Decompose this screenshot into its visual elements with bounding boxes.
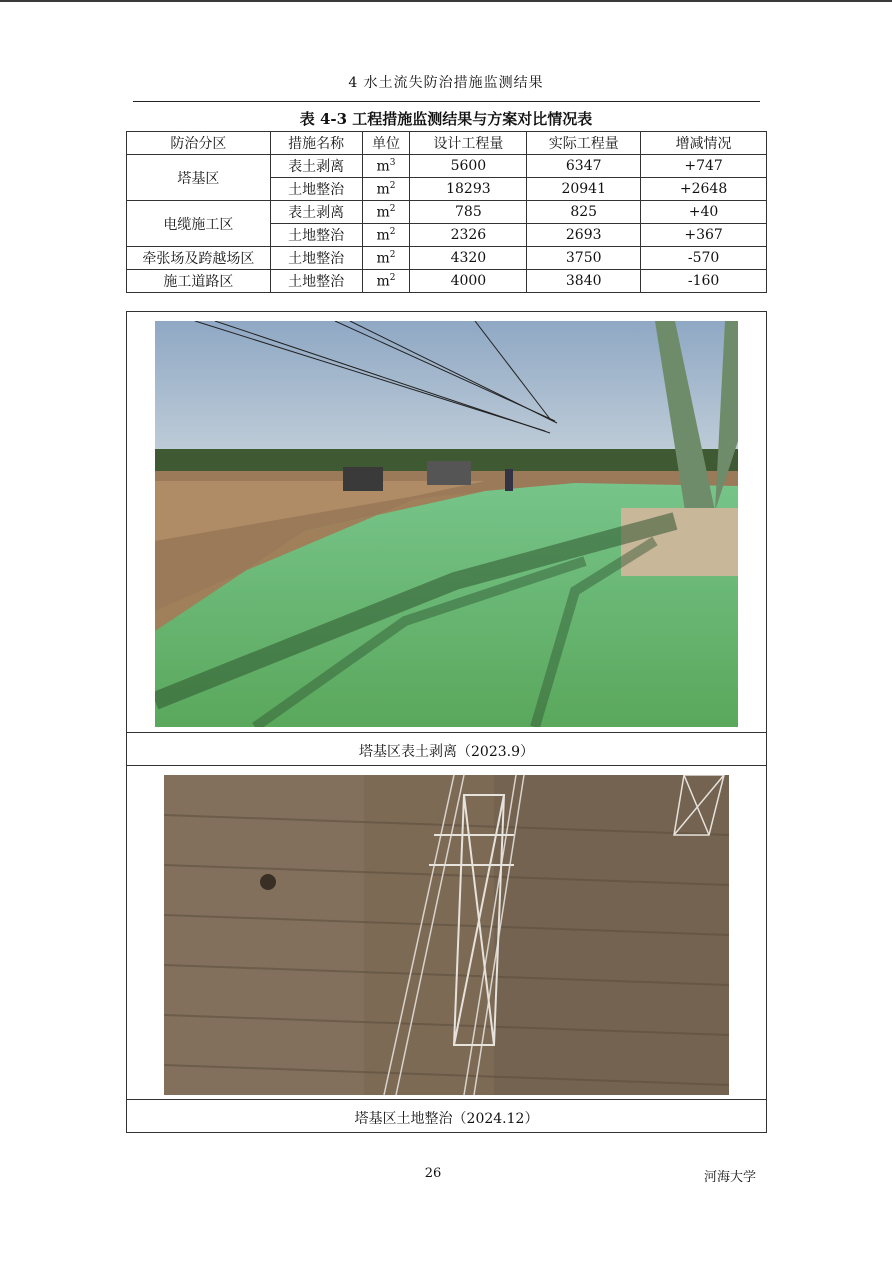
running-header: 4 水土流失防治措施监测结果 [348,75,544,91]
measure-cell: 土地整治 [270,178,362,201]
page-number: 26 [424,1166,442,1181]
design-cell: 4000 [410,270,527,293]
change-cell: +2648 [641,178,767,201]
design-cell: 785 [410,201,527,224]
design-cell: 4320 [410,247,527,270]
photo-caption: 塔基区表土剥离（2023.9） [359,744,534,760]
column-header: 措施名称 [270,132,362,155]
unit-cell: $m^2$ [362,270,410,293]
design-cell: 18293 [410,178,527,201]
table-row [127,155,767,178]
change-cell: +40 [641,201,767,224]
table-header-row [127,132,767,155]
measure-cell: 土地整治 [270,247,362,270]
measure-cell: 土地整治 [270,270,362,293]
unit-cell: $m^2$ [362,224,410,247]
university-name: 河海大学 [704,1170,757,1185]
change-cell: +367 [641,224,767,247]
zone-cell: 塔基区 [127,155,271,201]
actual-cell: 2693 [527,224,641,247]
photo-caption: 塔基区土地整治（2024.12） [354,1111,539,1127]
table-row [127,247,767,270]
measure-cell: 表土剥离 [270,201,362,224]
measure-cell: 土地整治 [270,224,362,247]
actual-cell: 3840 [527,270,641,293]
table-row [127,270,767,293]
column-header: 增减情况 [641,132,767,155]
unit-cell: $m^2$ [362,201,410,224]
design-cell: 2326 [410,224,527,247]
actual-cell: 825 [527,201,641,224]
frame-divider [126,732,767,733]
unit-cell: $m^2$ [362,178,410,201]
column-header: 实际工程量 [527,132,641,155]
unit-cell: $m^3$ [362,155,410,178]
zone-cell: 牵张场及跨越场区 [127,247,271,270]
table-row [127,201,767,224]
header-rule [133,101,760,102]
column-header: 设计工程量 [410,132,527,155]
actual-cell: 3750 [527,247,641,270]
table-title: 表 4-3 工程措施监测结果与方案对比情况表 [299,110,593,128]
column-header: 单位 [362,132,410,155]
design-cell: 5600 [410,155,527,178]
frame-divider [126,1099,767,1100]
unit-cell: $m^2$ [362,247,410,270]
photo-topsoil-stripping [155,321,738,727]
actual-cell: 6347 [527,155,641,178]
zone-cell: 电缆施工区 [127,201,271,247]
change-cell: -570 [641,247,767,270]
top-border-line [0,0,892,2]
column-header: 防治分区 [127,132,271,155]
monitoring-table [126,131,767,293]
change-cell: +747 [641,155,767,178]
photo-land-remediation [164,775,729,1095]
zone-cell: 施工道路区 [127,270,271,293]
actual-cell: 20941 [527,178,641,201]
measure-cell: 表土剥离 [270,155,362,178]
change-cell: -160 [641,270,767,293]
frame-divider [126,765,767,766]
